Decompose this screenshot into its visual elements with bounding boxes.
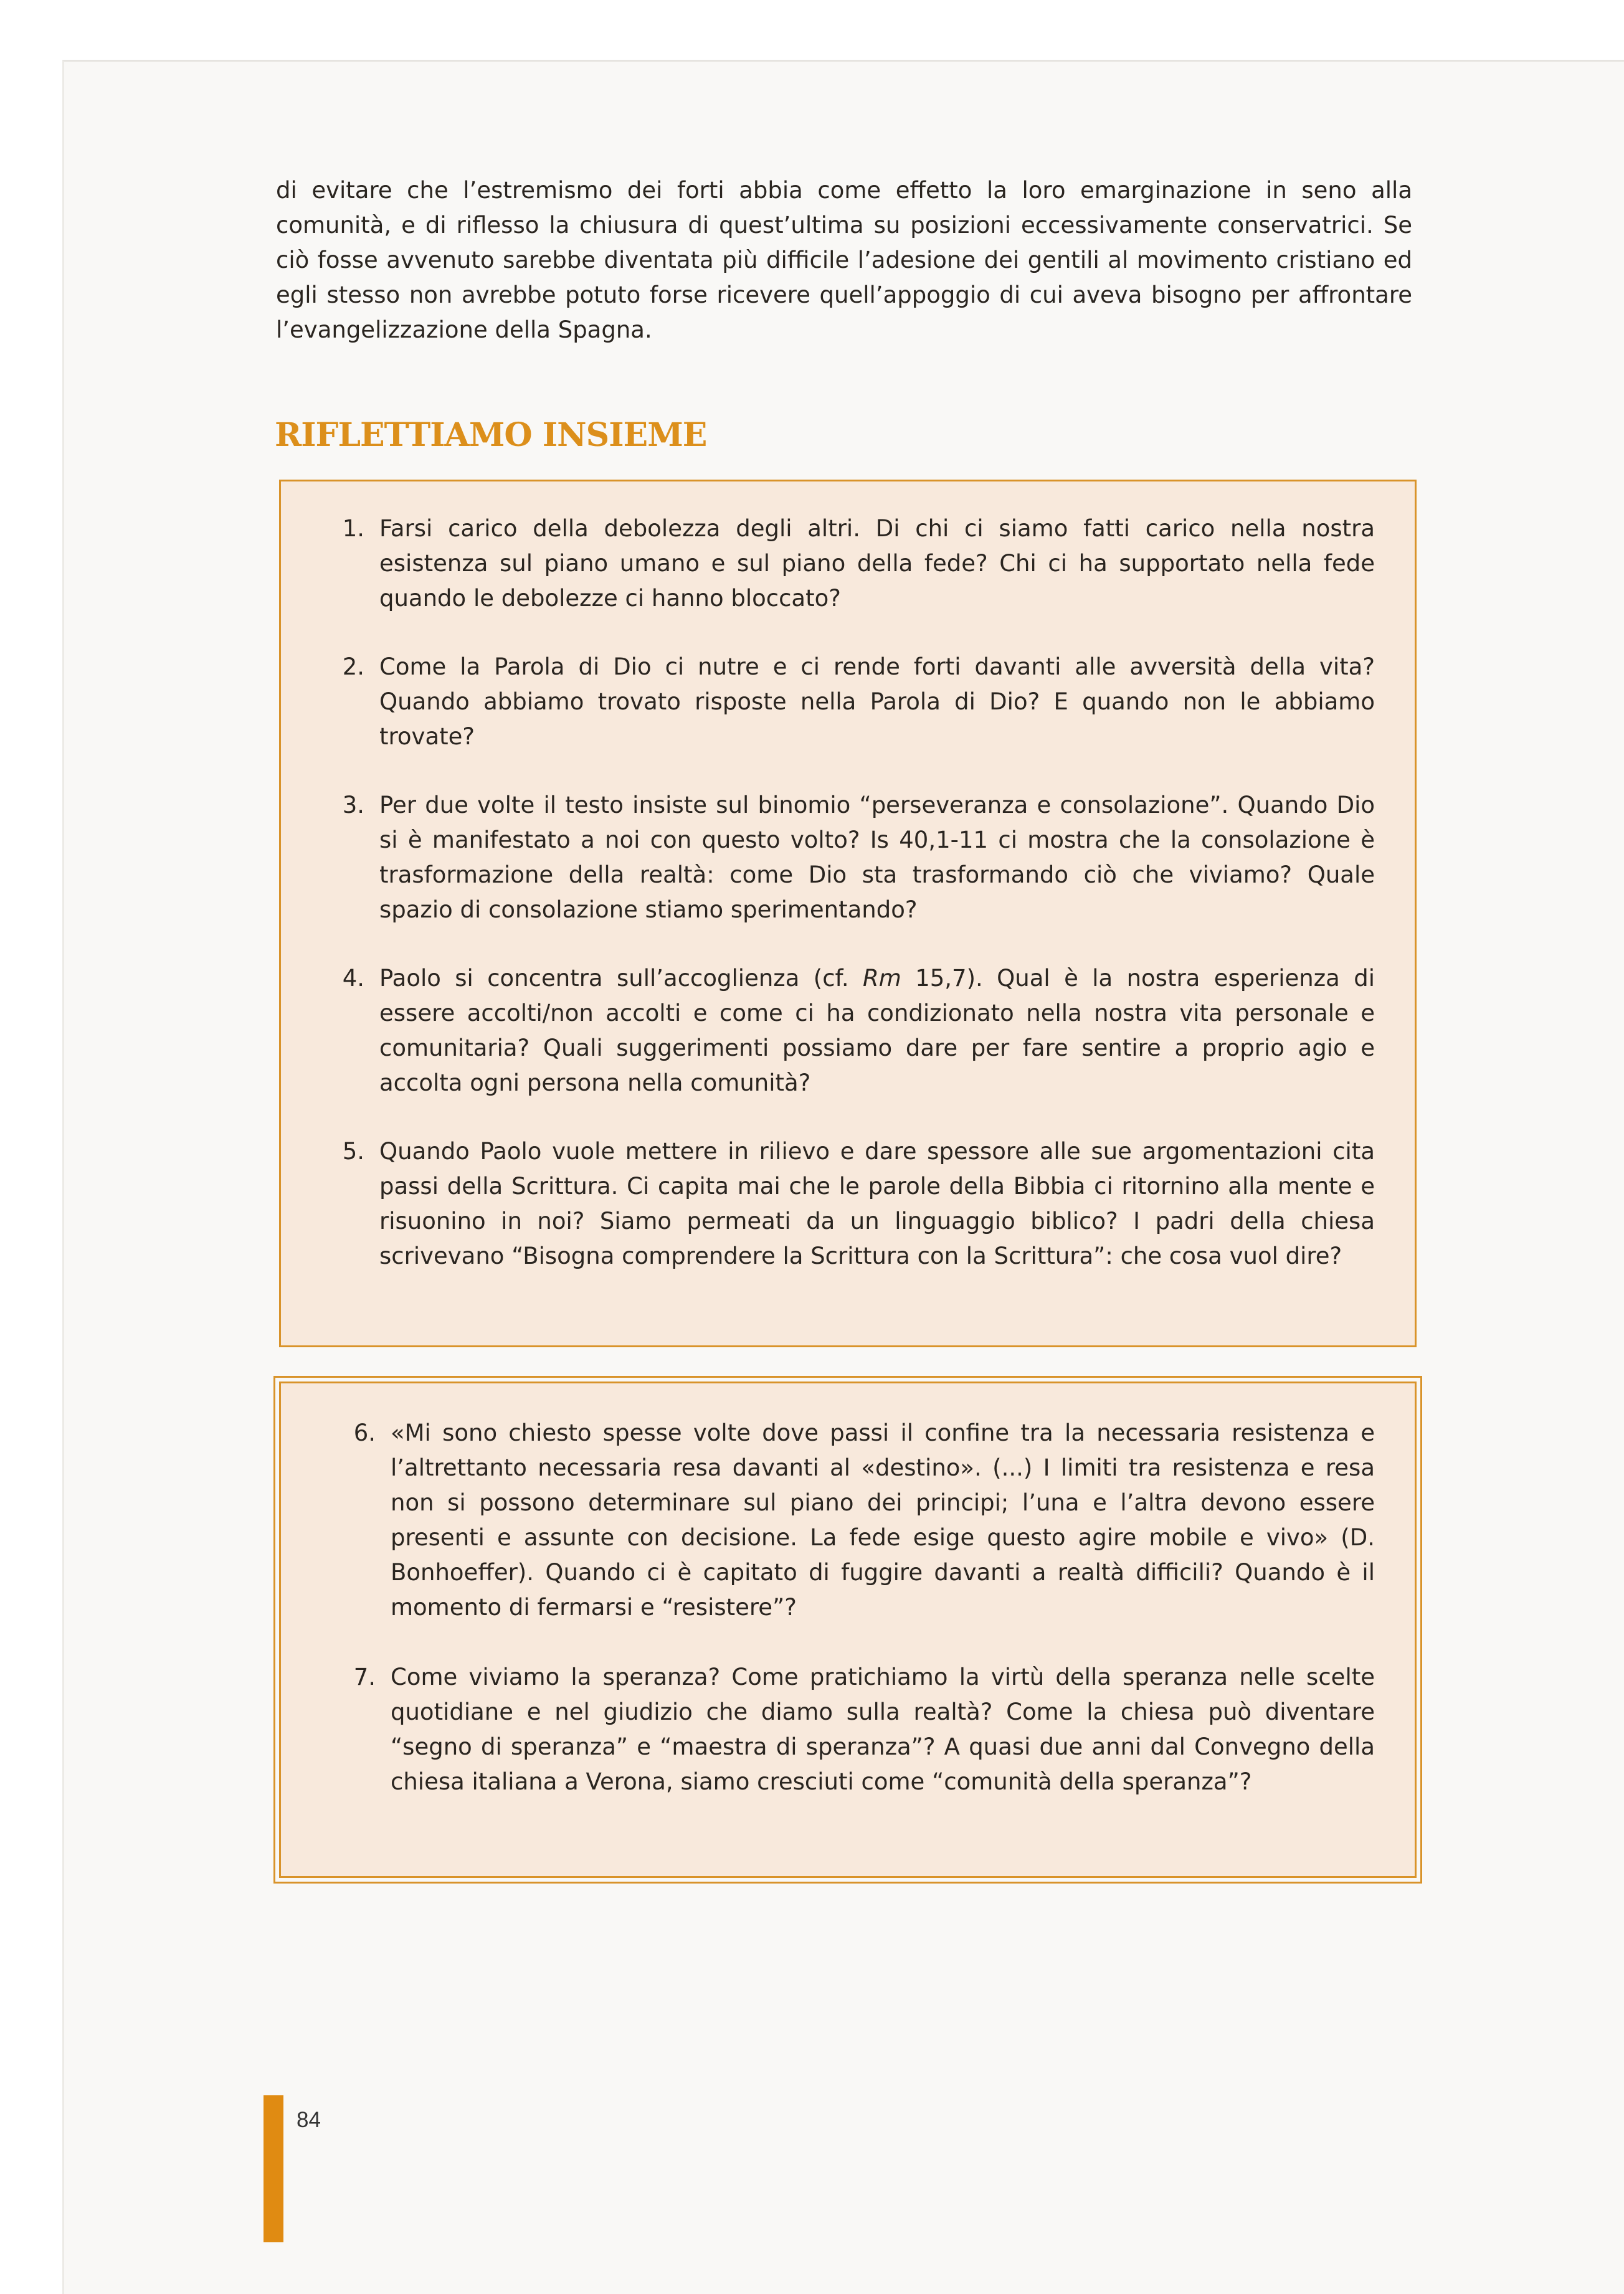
question-text: Come la Parola di Dio ci nutre e ci rende forti davanti alle avversità della vita? Quando abbiamo trovato risposte nella Parola di Dio? E quando non le abbiamo trovate? — [379, 653, 1375, 750]
section-title: RIFLETTIAMO INSIEME — [275, 416, 707, 454]
question-number: 7. — [353, 1664, 376, 1690]
question-1 — [281, 511, 1375, 616]
question-number: 4. — [342, 965, 364, 992]
question-5 — [281, 1134, 1375, 1274]
question-number: 3. — [342, 792, 364, 818]
page-marker-bar — [264, 2095, 283, 2242]
question-3 — [281, 788, 1375, 927]
question-text: «Mi sono chiesto spesse volte dove passi il confine tra la necessaria resistenza e l’altrettanto necessaria resa davanti al «destino». (...) I limiti tra resistenza e resa non si possono determinare sul piano dei principi; l’una e l’altra devono essere presenti e assunte con decisione. La fede esige questo agire mobile e vivo» (D. Bonhoeffer). Quando ci è capitato di fuggire davanti a realtà difficili? Quando è il momento di fermarsi e “resistere”? — [391, 1420, 1375, 1621]
question-list-1 — [281, 481, 1415, 1274]
question-7 — [281, 1660, 1375, 1799]
question-number: 2. — [342, 653, 364, 680]
question-number: 1. — [342, 515, 364, 542]
intro-text: di evitare che l’estremismo dei forti abbia come effetto la loro emarginazione in seno alla comunità, e di riflesso la chiusura di quest’ultima su posizioni eccessivamente conservatrici. Se ciò fosse avvenuto sarebbe diventata più difficile l’adesione dei gentili al movimento cristiano ed egli stesso non avrebbe potuto forse ricevere quell’appoggio di cui aveva bisogno per affrontare l’evangelizzazione della Spagna. — [276, 177, 1412, 343]
question-2 — [281, 650, 1375, 754]
scripture-reference: Rm — [863, 965, 901, 992]
question-number: 6. — [353, 1420, 376, 1446]
page-number: 84 — [297, 2108, 321, 2132]
question-text — [379, 961, 1375, 1101]
questions-box-1 — [279, 480, 1417, 1347]
question-text: Farsi carico della debolezza degli altri. Di chi ci siamo fatti carico nella nostra esistenza sul piano umano e sul piano della fede? Chi ci ha supportato nella fede quando le debolezze ci hanno bloccato? — [379, 515, 1375, 612]
question-4 — [281, 961, 1375, 1101]
questions-box-2 — [279, 1382, 1417, 1878]
question-number: 5. — [342, 1138, 364, 1165]
question-text-after: 15,7). Qual è la nostra esperienza di essere accolti/non accolti e come ci ha condizionato nella nostra vita personale e comunitaria? Quali suggerimenti possiamo dare per fare sentire a proprio agio e accolta ogni persona nella comunità? — [379, 965, 1375, 1096]
question-text: Come viviamo la speranza? Come pratichiamo la virtù della speranza nelle scelte quotidiane e nel giudizio che diamo sulla realtà? Come la chiesa può diventare “segno di speranza” e “maestra di speranza”? A quasi due anni dal Convegno della chiesa italiana a Verona, siamo cresciuti come “comunità della speranza”? — [391, 1664, 1375, 1795]
question-text-before: Paolo si concentra sull’accoglienza (cf. — [379, 965, 863, 992]
intro-paragraph — [276, 173, 1412, 348]
question-list-2 — [281, 1383, 1415, 1799]
question-text: Quando Paolo vuole mettere in rilievo e dare spessore alle sue argomentazioni cita passi della Scrittura. Ci capita mai che le parole della Bibbia ci ritornino alla mente e risuonino in noi? Siamo permeati da un linguaggio biblico? I padri della chiesa scrivevano “Bisogna comprendere la Scrittura con la Scrittura”: che cosa vuol dire? — [379, 1138, 1375, 1269]
question-6 — [281, 1416, 1375, 1625]
question-text: Per due volte il testo insiste sul binomio “perseveranza e consolazione”. Quando Dio si è manifestato a noi con questo volto? Is 40,1-11 ci mostra che la consolazione è trasformazione della realtà: come Dio sta trasformando ciò che viviamo? Quale spazio di consolazione stiamo sperimentando? — [379, 792, 1375, 923]
